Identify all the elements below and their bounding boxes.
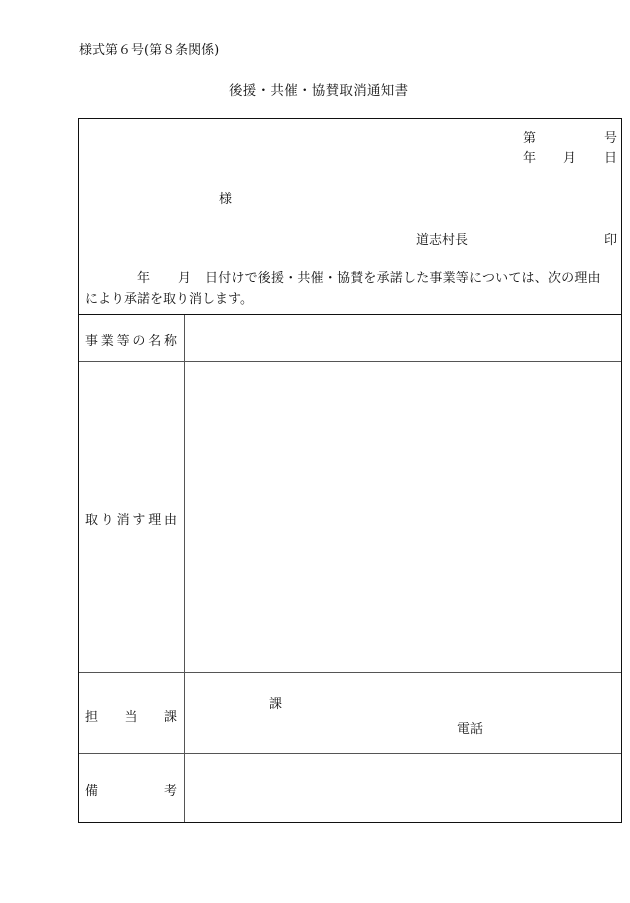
number-suffix: 号: [604, 131, 618, 146]
document-title: 後援・共催・協賛取消通知書: [229, 83, 409, 99]
phone-label: 電話: [457, 722, 484, 737]
body-text-line2: により承諾を取り消します。: [85, 292, 253, 307]
row-divider-1: [79, 361, 621, 362]
row-divider-3: [79, 753, 621, 754]
addressee-suffix: 様: [219, 192, 233, 207]
date-month: 月: [563, 151, 577, 166]
issuer-name: 道志村長: [416, 233, 469, 248]
date-year: 年: [523, 151, 537, 166]
label-column-divider: [184, 315, 185, 822]
form-frame: [78, 118, 622, 823]
event-name-label: 事 業 等 の 名 称: [85, 334, 177, 349]
date-day: 日: [604, 151, 618, 166]
row-divider-2: [79, 672, 621, 673]
cancel-reason-label: 取 り 消 す 理 由: [85, 513, 177, 528]
form-number-label: 様式第６号(第８条関係): [79, 43, 220, 58]
remarks-label: 備 考: [85, 784, 177, 799]
number-prefix: 第: [523, 131, 537, 146]
body-month: 月: [178, 271, 192, 286]
seal-mark: 印: [604, 233, 618, 248]
section-value: 課: [269, 697, 283, 712]
table-top-line: [79, 314, 621, 315]
body-text-line1: 日付けで後援・共催・協賛を承諾した事業等については、次の理由: [205, 271, 601, 286]
section-label: 担 当 課: [85, 710, 177, 725]
body-year: 年: [137, 271, 151, 286]
